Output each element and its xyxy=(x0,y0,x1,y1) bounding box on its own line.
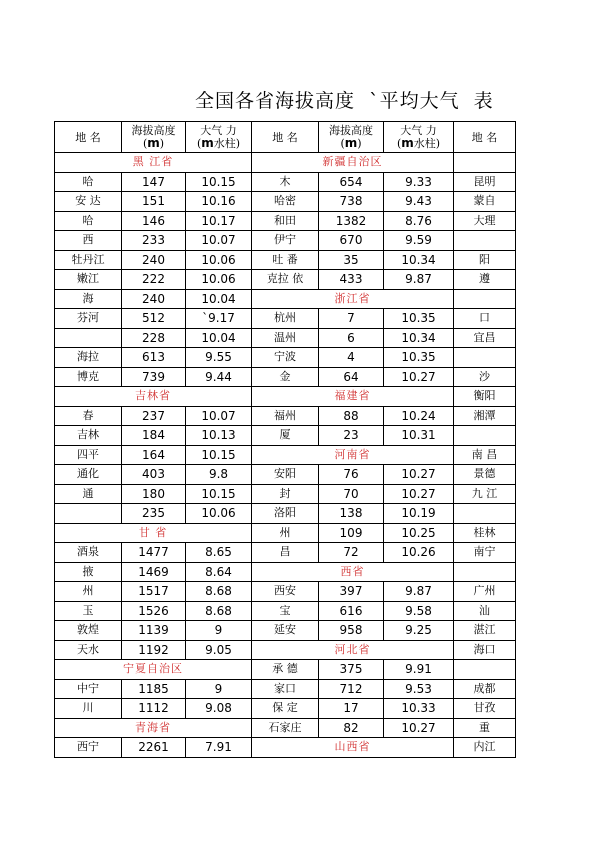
city-cell: 吐 番 xyxy=(252,250,319,270)
pressure-cell: 9.59 xyxy=(384,231,454,251)
pressure-cell: 10.07 xyxy=(186,406,252,426)
city-cell: 昆明 xyxy=(454,172,516,192)
altitude-cell: 739 xyxy=(122,367,186,387)
altitude-cell: 23 xyxy=(319,426,384,446)
city-cell: 昌 xyxy=(252,543,319,563)
city-cell: 州 xyxy=(55,582,122,602)
city-cell: 成都 xyxy=(454,679,516,699)
table-row xyxy=(55,445,516,465)
province-section-header: 浙江省 xyxy=(252,289,454,309)
col-header-place: 地 名 xyxy=(55,122,122,153)
table-row xyxy=(55,192,516,212)
city-cell: 春 xyxy=(55,406,122,426)
pressure-cell: 9.58 xyxy=(384,601,454,621)
altitude-cell: 64 xyxy=(319,367,384,387)
table-row xyxy=(55,582,516,602)
pressure-cell: 10.15 xyxy=(186,172,252,192)
table-row xyxy=(55,504,516,524)
paren-close: ) xyxy=(159,137,165,150)
altitude-cell: 147 xyxy=(122,172,186,192)
province-section-header: 青海省 xyxy=(55,718,252,738)
pressure-cell: 9.33 xyxy=(384,172,454,192)
city-cell: 温州 xyxy=(252,328,319,348)
altitude-cell: 616 xyxy=(319,601,384,621)
city-cell xyxy=(454,348,516,368)
altitude-cell: 2261 xyxy=(122,738,186,758)
altitude-cell: 712 xyxy=(319,679,384,699)
altitude-cell: 6 xyxy=(319,328,384,348)
pressure-cell: 10.27 xyxy=(384,465,454,485)
altitude-cell: 237 xyxy=(122,406,186,426)
table-row xyxy=(55,426,516,446)
city-cell: 宜昌 xyxy=(454,328,516,348)
pressure-cell: 10.27 xyxy=(384,718,454,738)
pressure-cell: 9.91 xyxy=(384,660,454,680)
altitude-cell: 1526 xyxy=(122,601,186,621)
city-cell: 景德 xyxy=(454,465,516,485)
table-row xyxy=(55,679,516,699)
table-row xyxy=(55,738,516,758)
city-cell: 宝 xyxy=(252,601,319,621)
city-cell: 福州 xyxy=(252,406,319,426)
col-header-pressure xyxy=(186,122,252,153)
city-cell xyxy=(454,426,516,446)
altitude-cell: 403 xyxy=(122,465,186,485)
city-cell: 阳 xyxy=(454,250,516,270)
altitude-cell: 1469 xyxy=(122,562,186,582)
pressure-cell: 10.04 xyxy=(186,289,252,309)
city-cell: 川 xyxy=(55,699,122,719)
city-cell xyxy=(454,153,516,173)
city-cell: 石家庄 xyxy=(252,718,319,738)
city-cell: 广州 xyxy=(454,582,516,602)
altitude-cell: 222 xyxy=(122,270,186,290)
city-cell: 内江 xyxy=(454,738,516,758)
altitude-cell: 35 xyxy=(319,250,384,270)
paren-open: ( xyxy=(142,137,148,150)
pressure-cell: 9.8 xyxy=(186,465,252,485)
col-header-pressure-label: 大气 力 xyxy=(200,124,237,137)
altitude-cell: 184 xyxy=(122,426,186,446)
city-cell: 哈 xyxy=(55,172,122,192)
city-cell: 大理 xyxy=(454,211,516,231)
pressure-cell: 10.06 xyxy=(186,504,252,524)
city-cell: 克拉 依 xyxy=(252,270,319,290)
col-header-pressure xyxy=(384,122,454,153)
altitude-cell: 1517 xyxy=(122,582,186,602)
pressure-cell: 8.68 xyxy=(186,582,252,602)
table-row xyxy=(55,660,516,680)
altitude-cell: 180 xyxy=(122,484,186,504)
unit-m: m xyxy=(344,136,358,150)
pressure-cell: 10.06 xyxy=(186,250,252,270)
altitude-cell: 738 xyxy=(319,192,384,212)
city-cell: 通 xyxy=(55,484,122,504)
city-cell: 延安 xyxy=(252,621,319,641)
city-cell: 重 xyxy=(454,718,516,738)
pressure-cell: 9.53 xyxy=(384,679,454,699)
table-row xyxy=(55,484,516,504)
pressure-cell: 8.65 xyxy=(186,543,252,563)
altitude-cell: 88 xyxy=(319,406,384,426)
altitude-cell: 151 xyxy=(122,192,186,212)
city-cell: 吉林 xyxy=(55,426,122,446)
altitude-cell: 1185 xyxy=(122,679,186,699)
altitude-cell: 146 xyxy=(122,211,186,231)
city-cell: 洛阳 xyxy=(252,504,319,524)
city-cell: 厦 xyxy=(252,426,319,446)
table-row xyxy=(55,699,516,719)
pressure-cell: 10.04 xyxy=(186,328,252,348)
pressure-cell: 8.76 xyxy=(384,211,454,231)
city-cell: 海 xyxy=(55,289,122,309)
unit-m: m xyxy=(201,136,214,150)
altitude-cell: 433 xyxy=(319,270,384,290)
city-cell xyxy=(454,504,516,524)
pressure-cell: 10.16 xyxy=(186,192,252,212)
altitude-cell: 164 xyxy=(122,445,186,465)
pressure-cell: 9.55 xyxy=(186,348,252,368)
city-cell xyxy=(55,328,122,348)
altitude-cell: 235 xyxy=(122,504,186,524)
pressure-cell: 9.25 xyxy=(384,621,454,641)
table-row xyxy=(55,289,516,309)
pressure-cell: 9.87 xyxy=(384,270,454,290)
city-cell: 通化 xyxy=(55,465,122,485)
table-row xyxy=(55,309,516,329)
altitude-cell: 72 xyxy=(319,543,384,563)
altitude-cell: 76 xyxy=(319,465,384,485)
city-cell: 四平 xyxy=(55,445,122,465)
altitude-cell: 375 xyxy=(319,660,384,680)
city-cell: 海口 xyxy=(454,640,516,660)
province-section-header: 山西省 xyxy=(252,738,454,758)
altitude-cell: 1477 xyxy=(122,543,186,563)
altitude-cell: 397 xyxy=(319,582,384,602)
city-cell xyxy=(454,660,516,680)
altitude-cell: 512 xyxy=(122,309,186,329)
city-cell: 宁波 xyxy=(252,348,319,368)
pressure-cell: 10.34 xyxy=(384,250,454,270)
city-cell: 木 xyxy=(252,172,319,192)
altitude-cell: 17 xyxy=(319,699,384,719)
city-cell: 牡丹江 xyxy=(55,250,122,270)
city-cell: 海拉 xyxy=(55,348,122,368)
altitude-cell: 613 xyxy=(122,348,186,368)
table-row xyxy=(55,153,516,173)
table-row xyxy=(55,523,516,543)
pressure-cell: 7.91 xyxy=(186,738,252,758)
city-cell: 中宁 xyxy=(55,679,122,699)
province-section-header: 宁夏自治区 xyxy=(55,660,252,680)
table-row xyxy=(55,172,516,192)
unit-water-column: 水柱) xyxy=(213,137,241,150)
col-header-altitude-label: 海拔高度 xyxy=(131,124,176,137)
city-cell: 封 xyxy=(252,484,319,504)
pressure-cell: 10.26 xyxy=(384,543,454,563)
altitude-cell: 82 xyxy=(319,718,384,738)
city-cell: 西宁 xyxy=(55,738,122,758)
table-row xyxy=(55,406,516,426)
city-cell xyxy=(454,562,516,582)
altitude-cell: 654 xyxy=(319,172,384,192)
city-cell: 口 xyxy=(454,309,516,329)
pressure-cell: 9.44 xyxy=(186,367,252,387)
pressure-cell: 9.08 xyxy=(186,699,252,719)
city-cell: 掖 xyxy=(55,562,122,582)
table-row xyxy=(55,601,516,621)
city-cell: 安阳 xyxy=(252,465,319,485)
altitude-cell: 138 xyxy=(319,504,384,524)
pressure-cell: 10.27 xyxy=(384,484,454,504)
col-header-altitude xyxy=(319,122,384,153)
city-cell xyxy=(454,231,516,251)
pressure-cell: 10.06 xyxy=(186,270,252,290)
altitude-cell: 7 xyxy=(319,309,384,329)
province-section-header: 福建省 xyxy=(252,387,454,407)
table-row xyxy=(55,328,516,348)
pressure-cell: 10.34 xyxy=(384,328,454,348)
pressure-cell: 9.87 xyxy=(384,582,454,602)
province-section-header: 吉林省 xyxy=(55,387,252,407)
pressure-cell: 10.35 xyxy=(384,348,454,368)
city-cell: 湛江 xyxy=(454,621,516,641)
altitude-cell: 4 xyxy=(319,348,384,368)
city-cell: 哈 xyxy=(55,211,122,231)
col-header-place: 地 名 xyxy=(252,122,319,153)
pressure-cell: 9.43 xyxy=(384,192,454,212)
table-row xyxy=(55,367,516,387)
city-cell: 安 达 xyxy=(55,192,122,212)
table-row xyxy=(55,562,516,582)
pressure-cell: 8.68 xyxy=(186,601,252,621)
altitude-cell: 240 xyxy=(122,289,186,309)
pressure-cell: 10.33 xyxy=(384,699,454,719)
paren-close: ) xyxy=(357,137,362,150)
altitude-pressure-table xyxy=(54,121,516,758)
paren-open: ( xyxy=(340,137,345,150)
city-cell: 嫩江 xyxy=(55,270,122,290)
city-cell: 桂林 xyxy=(454,523,516,543)
city-cell: 博克 xyxy=(55,367,122,387)
header-row xyxy=(55,122,516,153)
city-cell: 沙 xyxy=(454,367,516,387)
altitude-cell: 958 xyxy=(319,621,384,641)
pressure-cell: 10.27 xyxy=(384,367,454,387)
table-row xyxy=(55,211,516,231)
city-cell: 玉 xyxy=(55,601,122,621)
altitude-cell: 1139 xyxy=(122,621,186,641)
city-cell xyxy=(55,504,122,524)
unit-m: m xyxy=(147,136,160,150)
altitude-cell: 240 xyxy=(122,250,186,270)
city-cell: 哈密 xyxy=(252,192,319,212)
altitude-cell: 70 xyxy=(319,484,384,504)
table-row xyxy=(55,348,516,368)
pressure-cell: 10.35 xyxy=(384,309,454,329)
altitude-cell: 228 xyxy=(122,328,186,348)
altitude-cell: 233 xyxy=(122,231,186,251)
paren-open: ( xyxy=(196,137,202,150)
paren-open: ( xyxy=(396,137,402,150)
pressure-cell: 9 xyxy=(186,679,252,699)
table-row xyxy=(55,465,516,485)
table-row xyxy=(55,621,516,641)
province-section-header: 甘 省 xyxy=(55,523,252,543)
pressure-cell: 10.13 xyxy=(186,426,252,446)
unit-m: m xyxy=(401,136,414,150)
city-cell: 和田 xyxy=(252,211,319,231)
city-cell: 甘孜 xyxy=(454,699,516,719)
city-cell: 敦煌 xyxy=(55,621,122,641)
altitude-cell: 1382 xyxy=(319,211,384,231)
altitude-cell: 109 xyxy=(319,523,384,543)
pressure-cell: 10.31 xyxy=(384,426,454,446)
city-cell: 九 江 xyxy=(454,484,516,504)
city-cell: 遵 xyxy=(454,270,516,290)
city-cell: 衡阳 xyxy=(454,387,516,407)
col-header-pressure-label: 大气 力 xyxy=(400,124,437,137)
city-cell: 蒙自 xyxy=(454,192,516,212)
col-header-altitude-label: 海拔高度 xyxy=(329,124,373,137)
table-row xyxy=(55,718,516,738)
pressure-cell: 10.24 xyxy=(384,406,454,426)
pressure-cell: `9.17 xyxy=(186,309,252,329)
province-section-header: 河南省 xyxy=(252,445,454,465)
col-header-altitude xyxy=(122,122,186,153)
table-row xyxy=(55,543,516,563)
city-cell: 天水 xyxy=(55,640,122,660)
city-cell: 南宁 xyxy=(454,543,516,563)
city-cell: 家口 xyxy=(252,679,319,699)
province-section-header: 西省 xyxy=(252,562,454,582)
pressure-cell: 10.19 xyxy=(384,504,454,524)
city-cell: 承 德 xyxy=(252,660,319,680)
altitude-cell: 1192 xyxy=(122,640,186,660)
city-cell: 汕 xyxy=(454,601,516,621)
city-cell: 西安 xyxy=(252,582,319,602)
altitude-cell: 670 xyxy=(319,231,384,251)
table-row xyxy=(55,250,516,270)
document-title: 全国各省海拔高度 `平均大气 表 xyxy=(195,90,494,112)
table-row xyxy=(55,231,516,251)
pressure-cell: 9 xyxy=(186,621,252,641)
table-row xyxy=(55,387,516,407)
altitude-cell: 1112 xyxy=(122,699,186,719)
city-cell: 西 xyxy=(55,231,122,251)
pressure-cell: 10.15 xyxy=(186,484,252,504)
city-cell: 芬河 xyxy=(55,309,122,329)
pressure-cell: 10.07 xyxy=(186,231,252,251)
table-row xyxy=(55,640,516,660)
city-cell: 伊宁 xyxy=(252,231,319,251)
pressure-cell: 10.25 xyxy=(384,523,454,543)
province-section-header: 黑 江省 xyxy=(55,153,252,173)
pressure-cell: 10.15 xyxy=(186,445,252,465)
city-cell: 杭州 xyxy=(252,309,319,329)
province-section-header: 新疆自治区 xyxy=(252,153,454,173)
city-cell: 湘潭 xyxy=(454,406,516,426)
pressure-cell: 8.64 xyxy=(186,562,252,582)
col-header-place: 地 名 xyxy=(454,122,516,153)
city-cell: 酒泉 xyxy=(55,543,122,563)
city-cell: 州 xyxy=(252,523,319,543)
table-row xyxy=(55,270,516,290)
city-cell: 金 xyxy=(252,367,319,387)
province-section-header: 河北省 xyxy=(252,640,454,660)
pressure-cell: 9.05 xyxy=(186,640,252,660)
unit-water-column: 水柱) xyxy=(413,137,441,150)
city-cell xyxy=(454,289,516,309)
city-cell: 南 昌 xyxy=(454,445,516,465)
pressure-cell: 10.17 xyxy=(186,211,252,231)
city-cell: 保 定 xyxy=(252,699,319,719)
